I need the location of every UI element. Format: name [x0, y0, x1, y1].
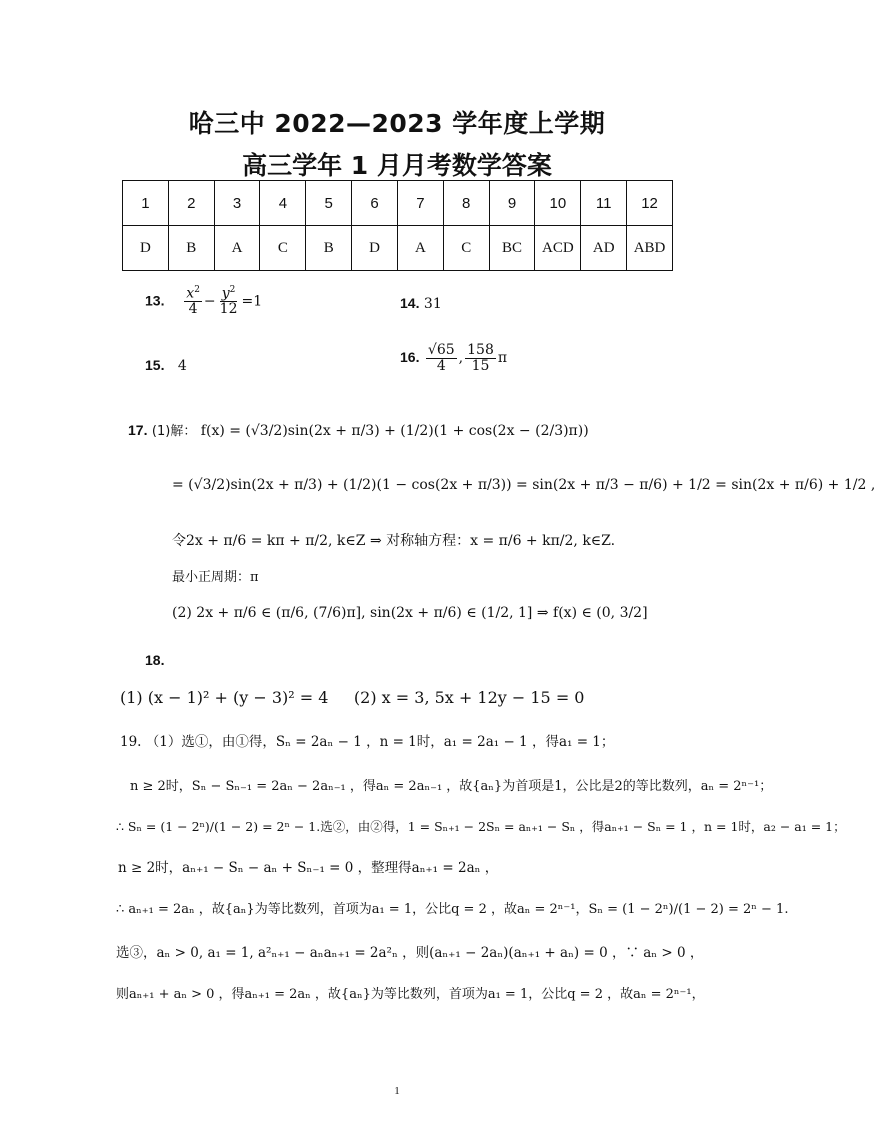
table-cell: ABD: [627, 226, 673, 271]
table-cell: A: [397, 226, 443, 271]
table-cell: C: [260, 226, 306, 271]
table-cell: C: [443, 226, 489, 271]
q19-line3: ∴ Sₙ = (1 − 2ⁿ)/(1 − 2) = 2ⁿ − 1.选②，由②得，1 = Sₙ₊₁ − 2Sₙ = aₙ₊₁ − Sₙ ，得aₙ₊₁ − Sₙ = 1 ，n = 1时，a₂ − a₁ = 1；: [116, 819, 846, 834]
table-cell: AD: [581, 226, 627, 271]
table-cell: 2: [168, 181, 214, 226]
table-cell: 8: [443, 181, 489, 226]
q17-line1: 17. (1)解： f(x) = (√3/2)sin(2x + π/3) + (1/2)(1 + cos(2x − (2/3)π)): [128, 422, 589, 439]
table-cell: 10: [535, 181, 581, 226]
q14-answer: 14. 31: [400, 295, 442, 312]
q17-line5: (2) 2x + π/6 ∈ (π/6, (7/6)π], sin(2x + π/6) ∈ (1/2, 1] ⇒ f(x) ∈ (0, 3/2]: [172, 605, 648, 621]
q13-answer: 13. $\frac{x^2}{4}$ − $\frac{y^2}{12}$ =1: [145, 285, 263, 318]
q18-label: 18.: [145, 652, 165, 668]
page-number: 1: [394, 1085, 400, 1097]
q16-answer: 16. $\frac{√65}{4}$ , $\frac{158}{15}$ π: [400, 342, 508, 374]
q17-line4: 最小正周期：π: [172, 570, 259, 585]
q17-line3: 令2x + π/6 = kπ + π/2, k∈Z ⇒ 对称轴方程：x = π/6 + kπ/2, k∈Z.: [172, 533, 616, 549]
q19-line1: 19. （1）选①，由①得，Sₙ = 2aₙ − 1 ，n = 1时，a₁ = 2a₁ − 1 ，得a₁ = 1；: [120, 734, 615, 750]
answer-table-numbers-row: [123, 181, 673, 226]
table-cell: 12: [627, 181, 673, 226]
answer-table-answers-row: [123, 226, 673, 271]
q13-frac-y: $\frac{y^2}{12}$: [219, 285, 238, 318]
q19-line7: 则aₙ₊₁ + aₙ > 0 ，得aₙ₊₁ = 2aₙ ，故{aₙ}为等比数列，首项为a₁ = 1，公比q = 2 ，故aₙ = 2ⁿ⁻¹，: [116, 987, 705, 1002]
q18-part1: (1) (x − 1)² + (y − 3)² = 4: [120, 688, 329, 707]
table-cell: 6: [352, 181, 398, 226]
q13-frac-x: $\frac{x^2}{4}$: [186, 285, 200, 318]
table-cell: A: [214, 226, 260, 271]
title-line-1: 哈三中 2022—2023 学年度上学期: [188, 109, 606, 138]
table-cell: 3: [214, 181, 260, 226]
q18-part2: (2) x = 3, 5x + 12y − 15 = 0: [353, 688, 585, 707]
table-cell: 7: [397, 181, 443, 226]
title-line-2: 高三学年 1 月月考数学答案: [242, 151, 552, 180]
table-cell: BC: [489, 226, 535, 271]
table-cell: D: [123, 226, 169, 271]
q19-line4: n ≥ 2时，aₙ₊₁ − Sₙ − aₙ + Sₙ₋₁ = 0 ，整理得aₙ₊₁ = 2aₙ ，: [118, 860, 499, 876]
q17-line2: = (√3/2)sin(2x + π/3) + (1/2)(1 − cos(2x + π/3)) = sin(2x + π/3 − π/6) + 1/2 = sin(2x + π/6) + 1/2 ,: [172, 477, 875, 493]
answer-table: [122, 180, 673, 271]
q13-label: 13.: [145, 292, 165, 309]
q18-answers: [120, 688, 584, 707]
table-cell: 11: [581, 181, 627, 226]
q19-line5: ∴ aₙ₊₁ = 2aₙ ，故{aₙ}为等比数列，首项为a₁ = 1，公比q = 2 ，故aₙ = 2ⁿ⁻¹，Sₙ = (1 − 2ⁿ)/(1 − 2) = 2ⁿ − 1.: [116, 902, 789, 917]
q15-answer: 15. 4: [145, 357, 187, 374]
q19-line2: n ≥ 2时，Sₙ − Sₙ₋₁ = 2aₙ − 2aₙ₋₁ ，得aₙ = 2aₙ₋₁ ，故{aₙ}为首项是1，公比是2的等比数列，aₙ = 2ⁿ⁻¹；: [130, 779, 773, 794]
table-cell: B: [306, 226, 352, 271]
table-cell: 1: [123, 181, 169, 226]
table-cell: D: [352, 226, 398, 271]
table-cell: 5: [306, 181, 352, 226]
table-cell: 9: [489, 181, 535, 226]
table-cell: ACD: [535, 226, 581, 271]
table-cell: B: [168, 226, 214, 271]
q19-line6: 选③，aₙ > 0, a₁ = 1, a²ₙ₊₁ − aₙaₙ₊₁ = 2a²ₙ ，则(aₙ₊₁ − 2aₙ)(aₙ₊₁ + aₙ) = 0 ，∵ aₙ > 0 ，: [116, 945, 704, 961]
table-cell: 4: [260, 181, 306, 226]
